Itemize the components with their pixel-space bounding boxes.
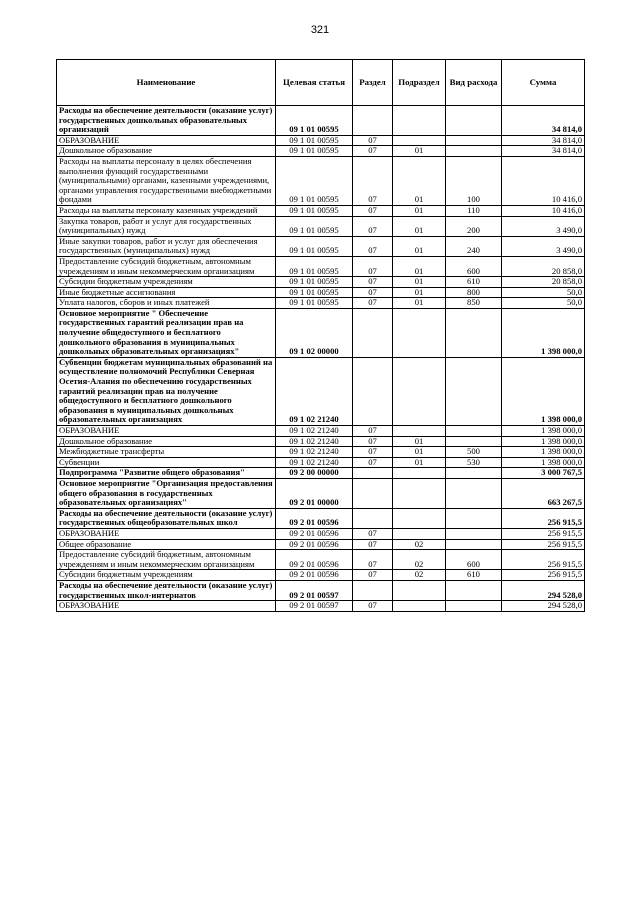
cell-sum: 1 398 000,0 [502,447,585,458]
header-section: Раздел [353,60,393,106]
cell-subsection [393,106,446,136]
cell-expense-type: 600 [446,256,502,276]
cell-target-article: 09 1 02 21240 [276,447,353,458]
cell-subsection [393,580,446,600]
cell-expense-type [446,436,502,447]
cell-sum: 1 398 000,0 [502,357,585,425]
cell-subsection: 01 [393,436,446,447]
table-row [57,298,585,309]
table-row [57,550,585,570]
table-row [57,357,585,425]
cell-sum: 1 398 000,0 [502,457,585,468]
cell-sum: 256 915,5 [502,570,585,581]
cell-expense-type [446,106,502,136]
cell-subsection [393,601,446,612]
cell-sum: 20 858,0 [502,256,585,276]
cell-expense-type: 200 [446,216,502,236]
cell-subsection [393,135,446,146]
cell-name: Расходы на обеспечение деятельности (оказание услуг) государственных общеобразовательных школ [57,508,276,528]
cell-section: 07 [353,570,393,581]
cell-section: 07 [353,436,393,447]
table-body [57,106,585,612]
cell-section: 07 [353,256,393,276]
cell-section: 07 [353,298,393,309]
cell-target-article: 09 2 00 00000 [276,468,353,479]
cell-target-article: 09 1 01 00595 [276,256,353,276]
cell-name: ОБРАЗОВАНИЕ [57,135,276,146]
cell-subsection [393,308,446,357]
cell-expense-type [446,146,502,157]
table-row [57,256,585,276]
table-row [57,277,585,288]
cell-name: Субвенции [57,457,276,468]
cell-expense-type [446,308,502,357]
cell-expense-type [446,357,502,425]
cell-expense-type: 610 [446,570,502,581]
cell-name: Субсидии бюджетным учреждениям [57,570,276,581]
cell-target-article: 09 1 02 00000 [276,308,353,357]
cell-sum: 294 528,0 [502,580,585,600]
cell-section: 07 [353,287,393,298]
cell-expense-type: 530 [446,457,502,468]
cell-target-article: 09 1 02 21240 [276,357,353,425]
cell-sum: 34 814,0 [502,146,585,157]
table-row [57,539,585,550]
cell-section: 07 [353,539,393,550]
cell-subsection: 01 [393,216,446,236]
cell-section [353,308,393,357]
cell-section: 07 [353,156,393,205]
table-row [57,205,585,216]
table-row [57,528,585,539]
cell-name: Расходы на выплаты персоналу в целях обеспечения выполнения функций государственными (муниципальными) органами, казенными учреждениями, органами управления государственными внебюджетными фондами [57,156,276,205]
cell-target-article: 09 1 02 21240 [276,457,353,468]
cell-subsection: 01 [393,146,446,157]
cell-sum: 50,0 [502,298,585,309]
cell-sum: 1 398 000,0 [502,308,585,357]
cell-expense-type: 800 [446,287,502,298]
cell-sum: 3 490,0 [502,236,585,256]
cell-target-article: 09 2 01 00596 [276,550,353,570]
cell-target-article: 09 1 01 00595 [276,277,353,288]
cell-expense-type: 610 [446,277,502,288]
cell-subsection [393,478,446,508]
cell-section: 07 [353,550,393,570]
table-row [57,236,585,256]
cell-section [353,106,393,136]
budget-table [56,59,585,612]
cell-name: ОБРАЗОВАНИЕ [57,601,276,612]
cell-sum: 256 915,5 [502,508,585,528]
cell-expense-type [446,135,502,146]
cell-expense-type: 110 [446,205,502,216]
cell-expense-type [446,580,502,600]
cell-expense-type: 240 [446,236,502,256]
cell-expense-type [446,528,502,539]
cell-section: 07 [353,447,393,458]
cell-subsection: 01 [393,236,446,256]
table-row [57,508,585,528]
cell-target-article: 09 1 01 00595 [276,216,353,236]
table-row [57,478,585,508]
cell-name: Субсидии бюджетным учреждениям [57,277,276,288]
cell-subsection [393,426,446,437]
table-row [57,146,585,157]
cell-subsection: 01 [393,298,446,309]
header-sum: Сумма [502,60,585,106]
cell-section: 07 [353,146,393,157]
cell-subsection: 02 [393,550,446,570]
cell-sum: 10 416,0 [502,156,585,205]
table-header-row [57,60,585,106]
cell-name: Подпрограмма "Развитие общего образования" [57,468,276,479]
table-row [57,135,585,146]
cell-name: Дошкольное образование [57,146,276,157]
page-number: 321 [310,24,330,36]
cell-target-article: 09 1 01 00595 [276,146,353,157]
cell-sum: 1 398 000,0 [502,426,585,437]
table-row [57,287,585,298]
cell-section [353,508,393,528]
table-row [57,570,585,581]
cell-name: ОБРАЗОВАНИЕ [57,426,276,437]
cell-expense-type [446,539,502,550]
cell-expense-type [446,478,502,508]
cell-subsection [393,508,446,528]
cell-target-article: 09 1 02 21240 [276,426,353,437]
cell-section: 07 [353,426,393,437]
cell-sum: 256 915,5 [502,539,585,550]
header-target-article: Целевая статья [276,60,353,106]
cell-section: 07 [353,528,393,539]
cell-name: Субвенции бюджетам муниципальных образований на осуществление полномочий Республики Северная Осетия-Алания по обеспечению государственных гарантий реализации прав на получение общедоступного и бесплатного дошкольного образования в муниципальных дошкольных образовательных организациях [57,357,276,425]
cell-expense-type [446,468,502,479]
cell-target-article: 09 2 01 00596 [276,508,353,528]
cell-target-article: 09 1 01 00595 [276,135,353,146]
cell-target-article: 09 2 01 00000 [276,478,353,508]
cell-target-article: 09 1 01 00595 [276,236,353,256]
cell-subsection: 01 [393,256,446,276]
cell-section: 07 [353,601,393,612]
cell-name: Предоставление субсидий бюджетным, автономным учреждениям и иным некоммерческим организациям [57,256,276,276]
cell-subsection [393,528,446,539]
cell-section: 07 [353,135,393,146]
table-row [57,468,585,479]
cell-sum: 663 267,5 [502,478,585,508]
table-row [57,447,585,458]
cell-subsection: 01 [393,457,446,468]
cell-section: 07 [353,277,393,288]
cell-target-article: 09 2 01 00597 [276,601,353,612]
cell-target-article: 09 1 01 00595 [276,287,353,298]
table-row [57,156,585,205]
cell-subsection: 01 [393,205,446,216]
header-subsection: Подраздел [393,60,446,106]
cell-sum: 3 000 767,5 [502,468,585,479]
cell-subsection: 01 [393,277,446,288]
cell-sum: 1 398 000,0 [502,436,585,447]
header-expense-type: Вид расхода [446,60,502,106]
cell-target-article: 09 2 01 00597 [276,580,353,600]
table-row [57,457,585,468]
table-row [57,426,585,437]
cell-section [353,478,393,508]
cell-expense-type: 600 [446,550,502,570]
cell-expense-type [446,601,502,612]
cell-section: 07 [353,457,393,468]
cell-section: 07 [353,205,393,216]
cell-sum: 34 814,0 [502,106,585,136]
cell-target-article: 09 2 01 00596 [276,570,353,581]
cell-expense-type: 850 [446,298,502,309]
cell-name: Предоставление субсидий бюджетным, автономным учреждениям и иным некоммерческим организациям [57,550,276,570]
cell-subsection: 02 [393,539,446,550]
cell-name: Основное мероприятие " Обеспечение государственных гарантий реализации прав на получение общедоступного и бесплатного дошкольного образования в муниципальных дошкольных образовательных организациях" [57,308,276,357]
header-name: Наименование [57,60,276,106]
table-row [57,580,585,600]
cell-target-article: 09 2 01 00596 [276,539,353,550]
cell-section: 07 [353,236,393,256]
cell-sum: 256 915,5 [502,550,585,570]
cell-sum: 20 858,0 [502,277,585,288]
cell-subsection: 01 [393,447,446,458]
cell-target-article: 09 1 01 00595 [276,205,353,216]
cell-name: Уплата налогов, сборов и иных платежей [57,298,276,309]
cell-sum: 10 416,0 [502,205,585,216]
cell-name: Основное мероприятие "Организация предоставления общего образования в государственных образовательных организациях" [57,478,276,508]
table-row [57,601,585,612]
cell-target-article: 09 2 01 00596 [276,528,353,539]
cell-sum: 3 490,0 [502,216,585,236]
cell-expense-type [446,508,502,528]
cell-expense-type: 100 [446,156,502,205]
cell-expense-type [446,426,502,437]
cell-sum: 50,0 [502,287,585,298]
cell-name: Закупка товаров, работ и услуг для государственных (муниципальных) нужд [57,216,276,236]
cell-subsection [393,468,446,479]
cell-section [353,357,393,425]
cell-target-article: 09 1 02 21240 [276,436,353,447]
cell-sum: 294 528,0 [502,601,585,612]
cell-target-article: 09 1 01 00595 [276,156,353,205]
table-row [57,308,585,357]
cell-target-article: 09 1 01 00595 [276,106,353,136]
table-row [57,106,585,136]
cell-target-article: 09 1 01 00595 [276,298,353,309]
cell-subsection: 01 [393,287,446,298]
cell-name: Расходы на выплаты персоналу казенных учреждений [57,205,276,216]
cell-sum: 256 915,5 [502,528,585,539]
table-row [57,216,585,236]
cell-name: Межбюджетные трансферты [57,447,276,458]
cell-sum: 34 814,0 [502,135,585,146]
cell-name: Иные бюджетные ассигнования [57,287,276,298]
cell-name: Дошкольное образование [57,436,276,447]
cell-section: 07 [353,216,393,236]
cell-subsection: 01 [393,156,446,205]
cell-name: Общее образование [57,539,276,550]
cell-name: Расходы на обеспечение деятельности (оказание услуг) государственных дошкольных образовательных организаций [57,106,276,136]
cell-name: ОБРАЗОВАНИЕ [57,528,276,539]
cell-name: Иные закупки товаров, работ и услуг для обеспечения государственных (муниципальных) нужд [57,236,276,256]
cell-subsection: 02 [393,570,446,581]
table-row [57,436,585,447]
cell-subsection [393,357,446,425]
cell-name: Расходы на обеспечение деятельности (оказание услуг) государственных школ-интернатов [57,580,276,600]
cell-expense-type: 500 [446,447,502,458]
cell-section [353,468,393,479]
cell-section [353,580,393,600]
